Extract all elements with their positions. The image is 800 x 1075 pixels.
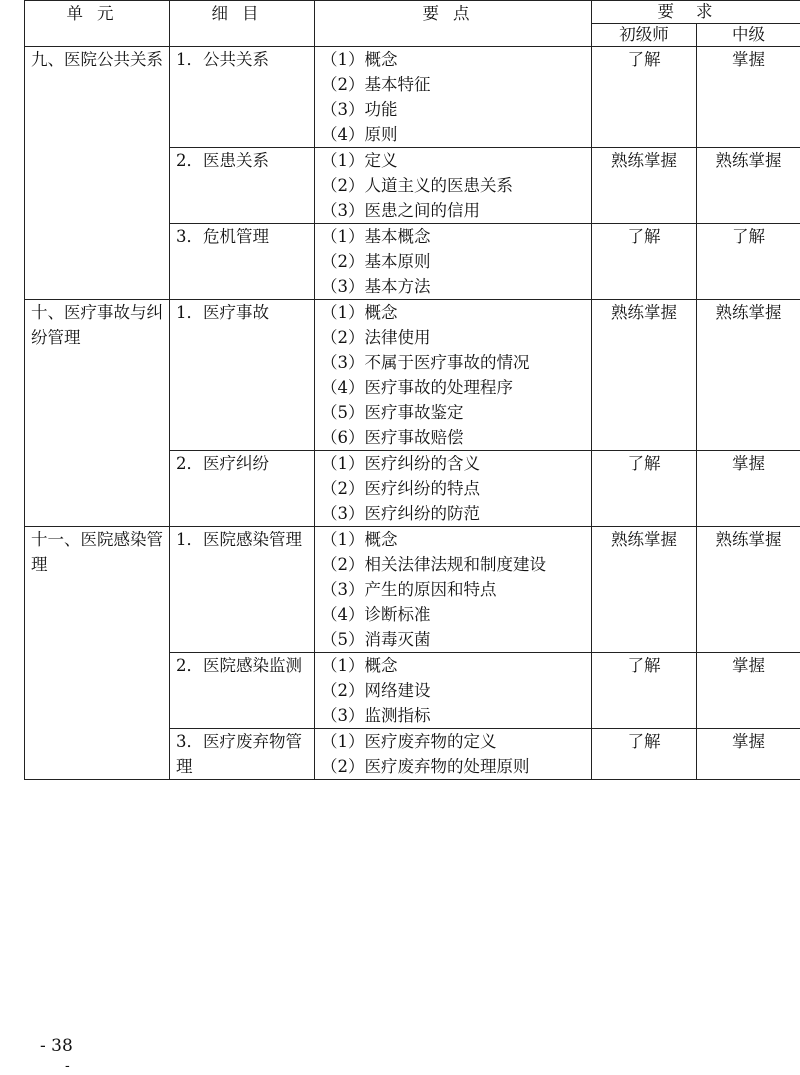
header-level-junior: 初级师 — [592, 24, 697, 47]
requirement-junior: 了解 — [592, 47, 697, 148]
point-item: （3）功能 — [321, 100, 398, 119]
requirement-middle: 掌握 — [697, 47, 800, 148]
point-item: （1）概念 — [321, 530, 398, 549]
point-item: （1）概念 — [321, 303, 398, 322]
requirement-middle: 掌握 — [697, 451, 800, 527]
header-unit: 单元 — [25, 1, 170, 47]
topic-cell: 2．医疗纠纷 — [170, 451, 315, 527]
topic-cell: 2．医患关系 — [170, 148, 315, 224]
point-item: （4）医疗事故的处理程序 — [321, 378, 513, 397]
topic-cell: 3．医疗废弃物管理 — [170, 729, 315, 780]
point-item: （2）基本原则 — [321, 252, 431, 271]
topic-cell: 1．公共关系 — [170, 47, 315, 148]
header-points: 要点 — [315, 1, 592, 47]
requirement-middle: 了解 — [697, 224, 800, 300]
point-item: （1）概念 — [321, 50, 398, 69]
point-item: （2）基本特征 — [321, 75, 431, 94]
topic-cell: 2．医院感染监测 — [170, 653, 315, 729]
requirement-junior: 了解 — [592, 224, 697, 300]
point-item: （3）产生的原因和特点 — [321, 580, 497, 599]
points-cell — [315, 451, 592, 527]
syllabus-table — [24, 0, 800, 780]
point-item: （5）医疗事故鉴定 — [321, 403, 464, 422]
requirement-junior: 了解 — [592, 729, 697, 780]
points-cell — [315, 148, 592, 224]
requirement-junior: 熟练掌握 — [592, 300, 697, 451]
point-item: （2）网络建设 — [321, 681, 431, 700]
table-row — [25, 527, 800, 653]
requirement-junior: 了解 — [592, 653, 697, 729]
requirement-junior: 熟练掌握 — [592, 527, 697, 653]
unit-cell: 十、医疗事故与纠纷管理 — [25, 300, 170, 527]
points-cell — [315, 729, 592, 780]
point-item: （4）诊断标准 — [321, 605, 431, 624]
requirement-middle: 熟练掌握 — [697, 148, 800, 224]
point-item: （2）医疗废弃物的处理原则 — [321, 757, 530, 776]
point-item: （3）监测指标 — [321, 706, 431, 725]
point-item: （2）法律使用 — [321, 328, 431, 347]
point-item: （3）医患之间的信用 — [321, 201, 480, 220]
point-item: （6）医疗事故赔偿 — [321, 428, 464, 447]
header-topic: 细目 — [170, 1, 315, 47]
point-item: （2）医疗纠纷的特点 — [321, 479, 480, 498]
topic-cell: 1．医院感染管理 — [170, 527, 315, 653]
points-cell — [315, 653, 592, 729]
header-level-middle: 中级 — [697, 24, 800, 47]
page-number: - 38 — [40, 1036, 73, 1056]
requirement-middle: 熟练掌握 — [697, 300, 800, 451]
topic-cell: 3．危机管理 — [170, 224, 315, 300]
header-requirement: 要求 — [592, 1, 800, 24]
point-item: （1）定义 — [321, 151, 398, 170]
point-item: （3）医疗纠纷的防范 — [321, 504, 480, 523]
points-cell — [315, 300, 592, 451]
table-body — [25, 47, 800, 780]
point-item: （2）相关法律法规和制度建设 — [321, 555, 546, 574]
requirement-middle: 熟练掌握 — [697, 527, 800, 653]
point-item: （3）基本方法 — [321, 277, 431, 296]
point-item: （3）不属于医疗事故的情况 — [321, 353, 530, 372]
requirement-middle: 掌握 — [697, 653, 800, 729]
point-item: （4）原则 — [321, 125, 398, 144]
page-dash: - — [65, 1058, 70, 1074]
points-cell — [315, 224, 592, 300]
points-cell — [315, 47, 592, 148]
point-item: （1）医疗废弃物的定义 — [321, 732, 497, 751]
table-row — [25, 300, 800, 451]
point-item: （1）基本概念 — [321, 227, 431, 246]
requirement-junior: 了解 — [592, 451, 697, 527]
unit-cell: 十一、医院感染管理 — [25, 527, 170, 780]
topic-cell: 1．医疗事故 — [170, 300, 315, 451]
table-row — [25, 47, 800, 148]
point-item: （1）医疗纠纷的含义 — [321, 454, 480, 473]
point-item: （1）概念 — [321, 656, 398, 675]
unit-cell: 九、医院公共关系 — [25, 47, 170, 300]
point-item: （5）消毒灭菌 — [321, 630, 431, 649]
requirement-middle: 掌握 — [697, 729, 800, 780]
header-row — [25, 1, 800, 24]
point-item: （2）人道主义的医患关系 — [321, 176, 513, 195]
requirement-junior: 熟练掌握 — [592, 148, 697, 224]
points-cell — [315, 527, 592, 653]
